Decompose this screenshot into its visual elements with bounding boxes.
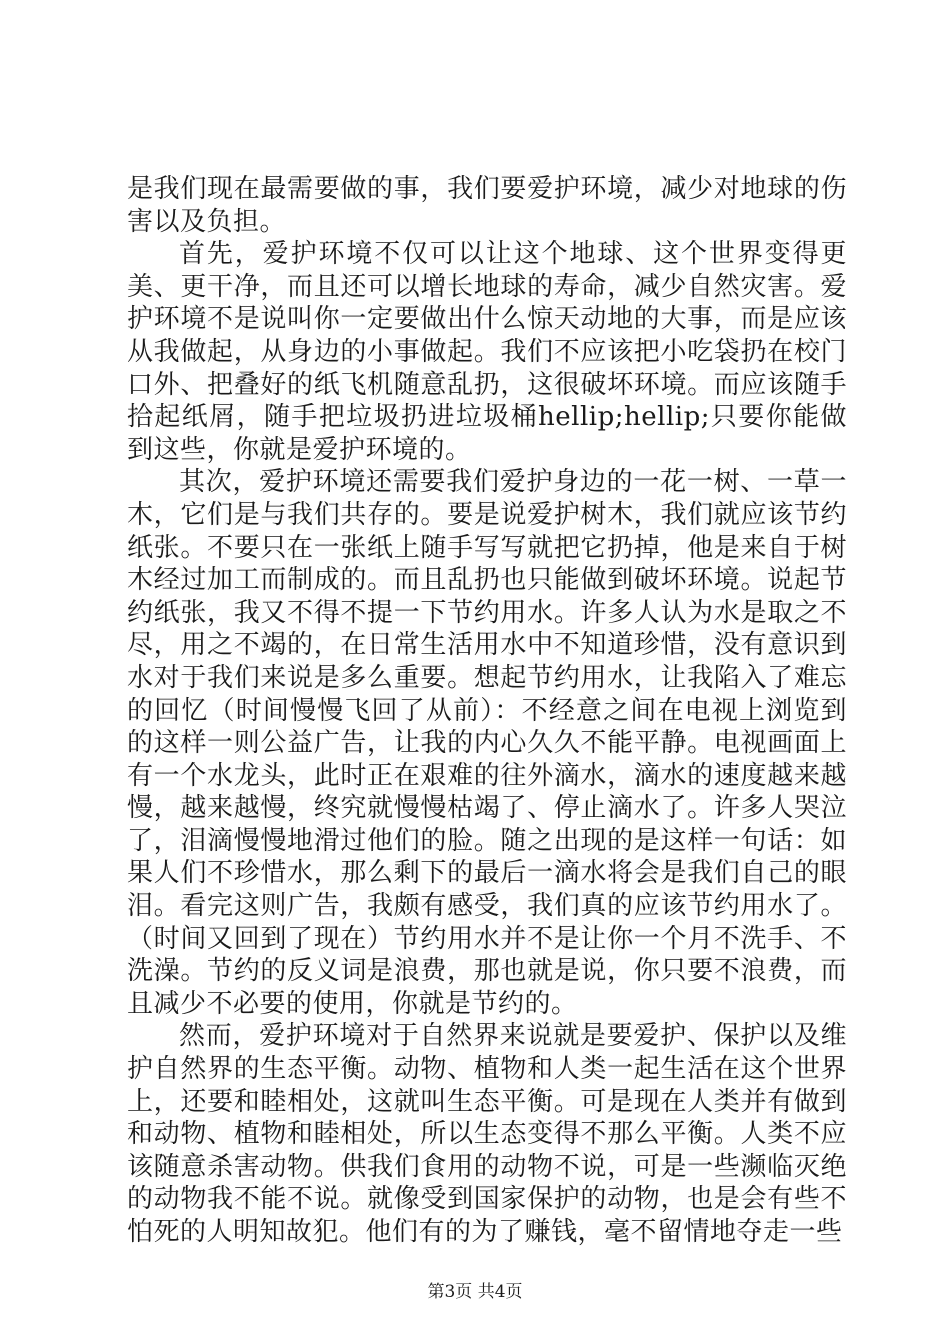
paragraph-1: 是我们现在最需要做的事，我们要爱护环境，减少对地球的伤害以及负担。 <box>127 174 847 237</box>
paragraph-3: 其次，爱护环境还需要我们爱护身边的一花一树、一草一木，它们是与我们共存的。要是说爱护树木，我们就应该节约纸张。不要只在一张纸上随手写写就把它扔掉，他是来自于树木经过加工而制成的。而且乱扔也只能做到破坏环境。说起节约纸张，我又不得不提一下节约用水。许多人认为水是取之不尽，用之不竭的，在日常生活用水中不知道珍惜，没有意识到水对于我们来说是多么重要。想起节约用水，让我陷入了难忘的回忆（时间慢慢飞回了从前）：不经意之间在电视上浏览到的这样一则公益广告，让我的内心久久不能平静。电视画面上有一个水龙头，此时正在艰难的往外滴水，滴水的速度越来越慢，越来越慢，终究就慢慢枯竭了、停止滴水了。许多人哭泣了，泪滴慢慢地滑过他们的脸。随之出现的是这样一句话：如果人们不珍惜水，那么剩下的最后一滴水将会是我们自己的眼泪。看完这则广告，我颇有感受，我们真的应该节约用水了。（时间又回到了现在）节约用水并不是让你一个月不洗手、不洗澡。节约的反义词是浪费，那也就是说，你只要不浪费，而且减少不必要的使用，你就是节约的。 <box>127 467 847 1019</box>
paragraph-4: 然而，爱护环境对于自然界来说就是要爱护、保护以及维护自然界的生态平衡。动物、植物和人类一起生活在这个世界上，还要和睦相处，这就叫生态平衡。可是现在人类并有做到和动物、植物和睦相处，所以生态变得不那么平衡。人类不应该随意杀害动物。供我们食用的动物不说，可是一些濒临灭绝的动物我不能不说。就像受到国家保护的动物，也是会有些不怕死的人明知故犯。他们有的为了赚钱，毫不留情地夺走一些 <box>127 1021 847 1247</box>
body-text <box>127 173 847 1249</box>
page-footer: 第3页 共4页 <box>427 1282 523 1302</box>
paragraph-2: 首先，爱护环境不仅可以让这个地球、这个世界变得更美、更干净，而且还可以增长地球的寿命，减少自然灾害。爱护环境不是说叫你一定要做出什么惊天动地的大事，而是应该从我做起，从身边的小事做起。我们不应该把小吃袋扔在校门口外、把叠好的纸飞机随意乱扔，这很破坏环境。而应该随手拾起纸屑，随手把垃圾扔进垃圾桶hellip;hellip;只要你能做到这些，你就是爱护环境的。 <box>127 239 847 465</box>
